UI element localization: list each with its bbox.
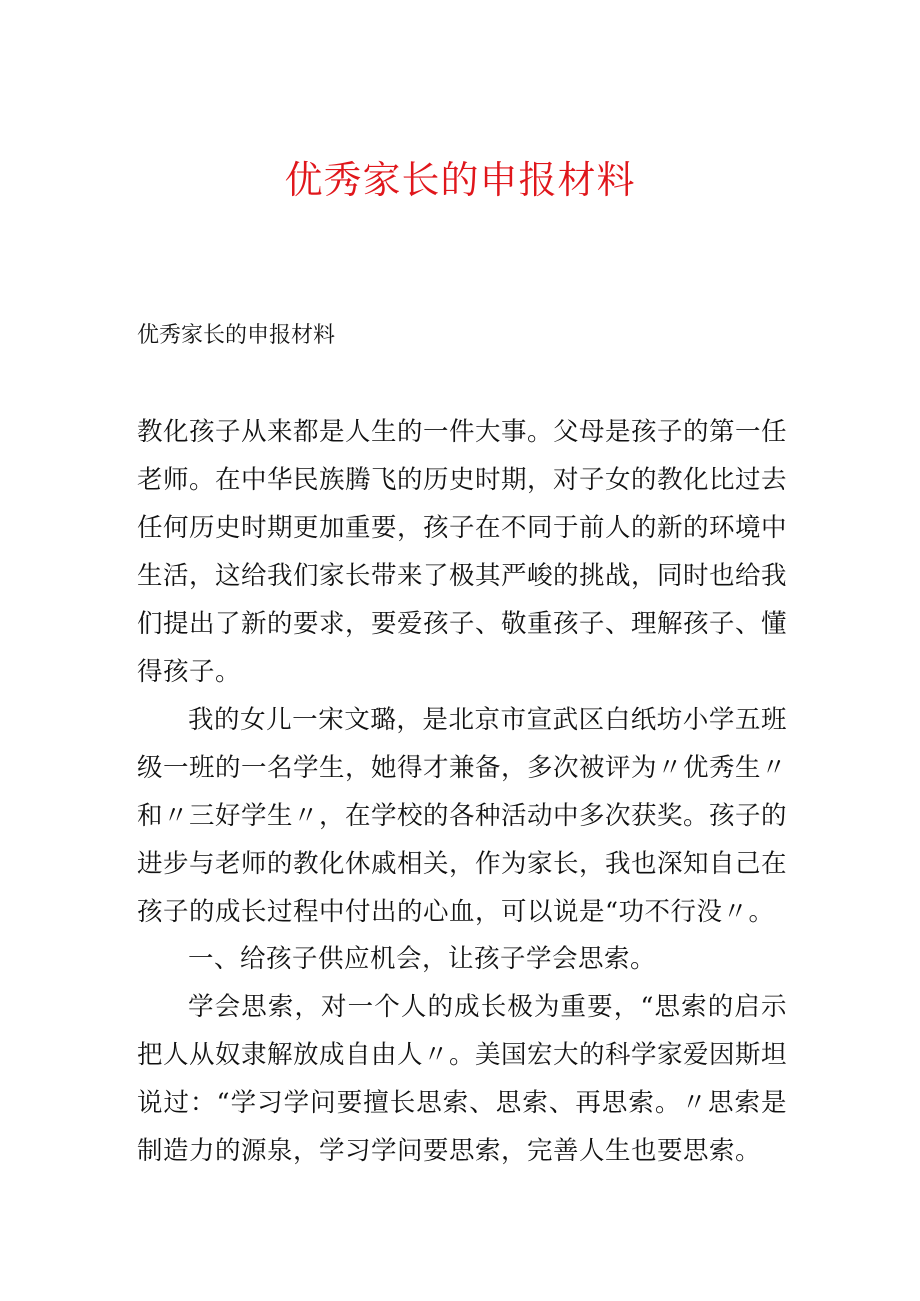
paragraph-intro: 教化孩子从来都是人生的一件大事。父母是孩子的第一任老师。在中华民族腾飞的历史时期，对子女的教化比过去任何历史时期更加重要，孩子在不同于前人的新的环境中生活，这给我们家长带来了极其严峻的挑战，同时也给我们提出了新的要求，要爱孩子、敬重孩子、理解孩子、懂得孩子。 (137, 417, 788, 687)
document-subtitle: 优秀家长的申报材料 (137, 323, 336, 348)
document-title: 优秀家长的申报材料 (284, 158, 636, 202)
paragraph-daughter: 我的女儿一宋文璐，是北京市宣武区白纸坊小学五班级一班的一名学生，她得才兼备，多次被评为〃优秀生〃和〃三好学生〃，在学校的各种活动中多次获奖。孩子的进步与老师的教化休戚相关，作为家长，我也深知自己在孩子的成长过程中付出的心血，可以说是“功不行没〃。 (137, 705, 788, 927)
section-heading-1: 一、给孩子供应机会，让孩子学会思索。 (188, 944, 657, 974)
paragraph-thinking: 学会思索，对一个人的成长极为重要，“思索的启示把人从奴隶解放成自由人〃。美国宏大的科学家爱因斯坦说过：“学习学问要擅长思索、思索、再思索。〃思索是制造力的源泉，学习学问要思索，完善人生也要思索。 (137, 992, 788, 1166)
